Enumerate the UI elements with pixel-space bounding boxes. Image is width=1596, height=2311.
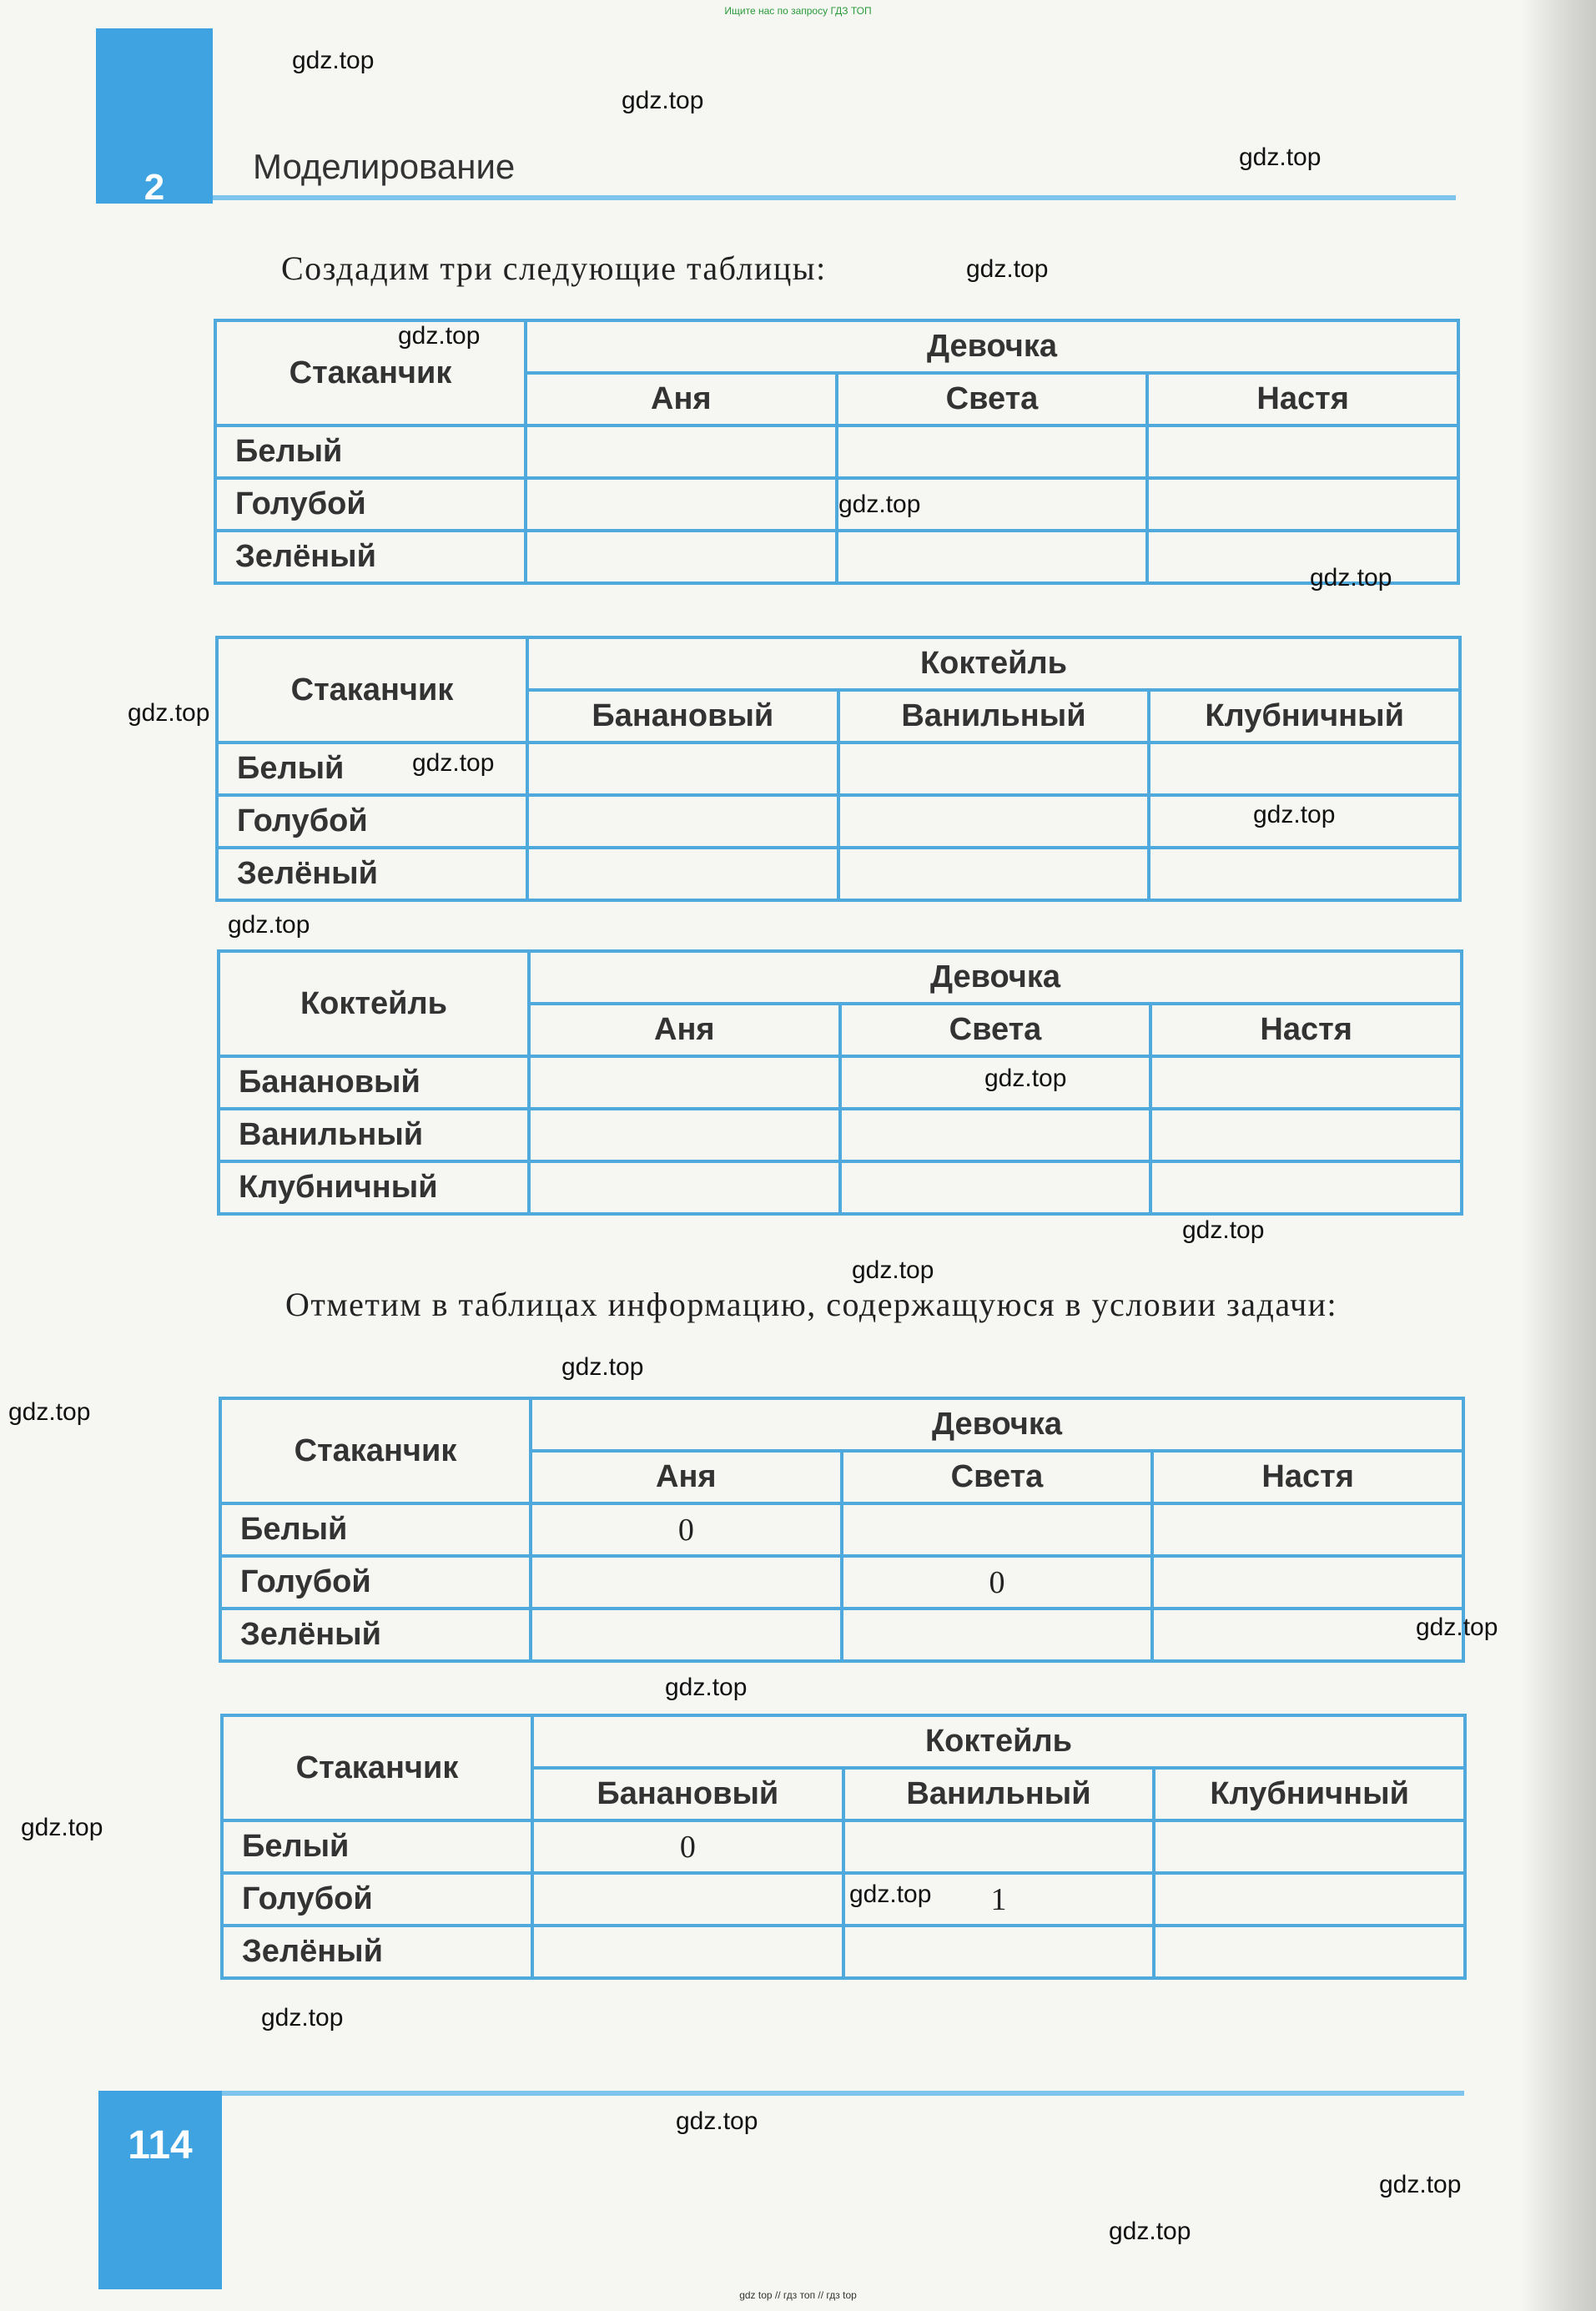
table-cell <box>526 478 837 531</box>
table-row <box>219 1109 1462 1161</box>
top-note: Ищите нас по запросу ГДЗ ТОП <box>724 5 872 17</box>
column-header: Света <box>840 1004 1151 1056</box>
column-header: Ванильный <box>838 690 1150 743</box>
watermark: gdz.top <box>838 491 921 518</box>
row-label: Банановый <box>219 1056 529 1109</box>
table-row <box>215 478 1458 531</box>
table-cup-cocktail <box>215 636 1462 902</box>
table-cell <box>1147 425 1458 478</box>
watermark: gdz.top <box>292 47 375 74</box>
table-corner-header: Стаканчик <box>217 637 527 743</box>
table-cell <box>526 425 837 478</box>
bottom-note: gdz top // гдз топ // гдз top <box>739 2289 857 2301</box>
watermark: gdz.top <box>966 255 1049 283</box>
watermark: gdz.top <box>228 911 310 939</box>
table-cup-cocktail-filled <box>220 1714 1467 1980</box>
table-row <box>215 425 1458 478</box>
page-edge-shadow <box>1521 0 1596 2311</box>
column-header: Света <box>837 373 1148 425</box>
row-label: Голубой <box>217 795 527 848</box>
watermark: gdz.top <box>622 87 704 114</box>
table-cell: 0 <box>532 1820 843 1873</box>
column-header: Настя <box>1147 373 1458 425</box>
table-group-header: Девочка <box>529 951 1462 1004</box>
column-header: Аня <box>526 373 837 425</box>
table-row <box>217 848 1460 900</box>
watermark: gdz.top <box>561 1353 644 1381</box>
watermark: gdz.top <box>1109 2218 1191 2245</box>
watermark: gdz.top <box>1239 143 1322 171</box>
table-cell: 1 <box>843 1873 1155 1926</box>
table-cell: 0 <box>842 1556 1153 1609</box>
table-cell <box>838 795 1150 848</box>
table-cell <box>838 848 1150 900</box>
table-cell <box>840 1161 1151 1214</box>
header-rule <box>213 195 1456 200</box>
watermark: gdz.top <box>128 699 210 727</box>
column-header: Ванильный <box>843 1768 1155 1820</box>
intro-paragraph: Создадим три следующие таблицы: <box>281 249 827 287</box>
column-header: Банановый <box>532 1768 843 1820</box>
table-cell <box>842 1609 1153 1661</box>
table-row <box>220 1609 1463 1661</box>
table-cell <box>526 531 837 583</box>
row-label: Голубой <box>215 478 526 531</box>
table-cell <box>1147 478 1458 531</box>
table-group-header: Коктейль <box>527 637 1460 690</box>
row-label: Белый <box>222 1820 532 1873</box>
column-header: Клубничный <box>1154 1768 1465 1820</box>
table-cup-girl-filled <box>219 1397 1465 1663</box>
table-cell <box>1152 1556 1463 1609</box>
table-row <box>215 531 1458 583</box>
table-group-header: Девочка <box>526 320 1458 373</box>
table-cell <box>1150 1161 1462 1214</box>
row-label: Ванильный <box>219 1109 529 1161</box>
column-header: Банановый <box>527 690 838 743</box>
column-header: Аня <box>529 1004 840 1056</box>
watermark: gdz.top <box>1310 564 1392 592</box>
watermark: gdz.top <box>1379 2171 1462 2198</box>
watermark: gdz.top <box>261 2004 344 2032</box>
table-row <box>219 1056 1462 1109</box>
table-corner-header: Стаканчик <box>220 1398 531 1503</box>
table-cell <box>837 531 1148 583</box>
table-row <box>222 1873 1465 1926</box>
page-number-tab <box>98 2091 222 2289</box>
row-label: Зелёный <box>215 531 526 583</box>
table-group-header: Коктейль <box>532 1715 1465 1768</box>
table-cell <box>840 1109 1151 1161</box>
table-cell <box>1150 1109 1462 1161</box>
table-row <box>222 1820 1465 1873</box>
watermark: gdz.top <box>676 2107 758 2135</box>
table-cell <box>838 743 1150 795</box>
chapter-title: Моделирование <box>253 147 516 186</box>
page-number: 114 <box>128 2123 193 2168</box>
table-cup-girl <box>214 319 1460 585</box>
footer-rule <box>221 2091 1464 2096</box>
column-header: Аня <box>531 1451 842 1503</box>
table-cell <box>1154 1926 1465 1978</box>
table-cell <box>1150 1056 1462 1109</box>
table-cell <box>1154 1873 1465 1926</box>
table-cell <box>527 743 838 795</box>
watermark: gdz.top <box>1253 801 1336 828</box>
table-cell <box>842 1503 1153 1556</box>
table-cell <box>529 1161 840 1214</box>
watermark: gdz.top <box>21 1814 103 1841</box>
watermark: gdz.top <box>1416 1614 1498 1641</box>
table-row <box>220 1503 1463 1556</box>
table-cell <box>527 848 838 900</box>
column-header: Света <box>842 1451 1153 1503</box>
watermark: gdz.top <box>412 749 495 777</box>
row-label: Зелёный <box>222 1926 532 1978</box>
table-cell <box>1152 1503 1463 1556</box>
table-corner-header: Стаканчик <box>215 320 526 425</box>
watermark: gdz.top <box>984 1065 1067 1092</box>
watermark: gdz.top <box>665 1674 748 1701</box>
table-row <box>219 1161 1462 1214</box>
table-cell <box>529 1109 840 1161</box>
table-cell <box>1149 743 1460 795</box>
table-corner-header: Стаканчик <box>222 1715 532 1820</box>
table-cell <box>527 795 838 848</box>
chapter-tab <box>96 28 213 208</box>
table-row <box>217 743 1460 795</box>
table-cell <box>532 1926 843 1978</box>
table-cell <box>1149 848 1460 900</box>
table-cell <box>529 1056 840 1109</box>
column-header: Настя <box>1152 1451 1463 1503</box>
row-label: Белый <box>215 425 526 478</box>
table-group-header: Девочка <box>531 1398 1463 1451</box>
row-label: Клубничный <box>219 1161 529 1214</box>
watermark: gdz.top <box>849 1881 932 1908</box>
condition-paragraph-text: Отметим в таблицах информацию, содержащуюся в условии задачи: <box>285 1286 1338 1323</box>
table-corner-header: Коктейль <box>219 951 529 1056</box>
table-cell <box>1147 531 1458 583</box>
column-header: Настя <box>1150 1004 1462 1056</box>
row-label: Белый <box>217 743 527 795</box>
column-header: Клубничный <box>1149 690 1460 743</box>
condition-paragraph <box>219 1281 1462 1328</box>
table-row <box>222 1926 1465 1978</box>
row-label: Зелёный <box>217 848 527 900</box>
table-cell <box>837 425 1148 478</box>
table-cocktail-girl <box>217 949 1463 1216</box>
watermark: gdz.top <box>8 1398 91 1426</box>
row-label: Голубой <box>220 1556 531 1609</box>
table-row <box>220 1556 1463 1609</box>
table-cell: 0 <box>531 1503 842 1556</box>
row-label: Зелёный <box>220 1609 531 1661</box>
watermark: gdz.top <box>852 1256 934 1284</box>
table-cell <box>843 1820 1155 1873</box>
row-label: Голубой <box>222 1873 532 1926</box>
row-label: Белый <box>220 1503 531 1556</box>
table-cell <box>531 1609 842 1661</box>
chapter-number: 2 <box>143 167 165 208</box>
table-cell <box>532 1873 843 1926</box>
table-cell <box>531 1556 842 1609</box>
watermark: gdz.top <box>398 322 481 350</box>
table-cell <box>843 1926 1155 1978</box>
watermark: gdz.top <box>1182 1216 1265 1244</box>
table-cell <box>1154 1820 1465 1873</box>
